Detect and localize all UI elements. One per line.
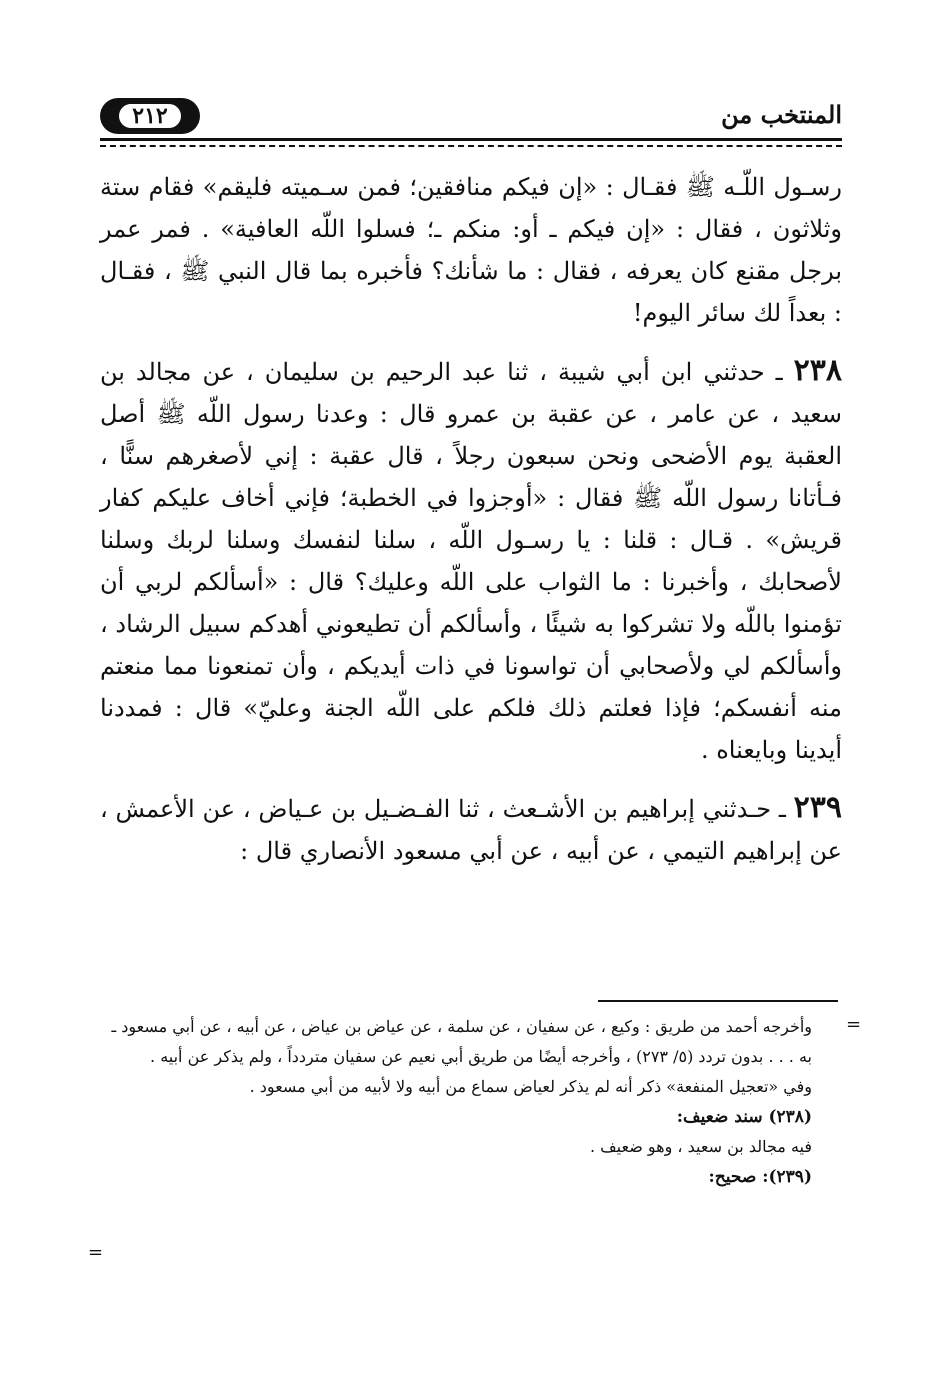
- footnote-2: وفي «تعجيل المنفعة» ذكر أنه لم يذكر لعياض سماع من أبيه ولا لأبيه من أبي مسعود .: [249, 1077, 812, 1096]
- hadith-239: [100, 787, 842, 872]
- footnote-rule: [598, 1000, 838, 1002]
- page-number: ٢١٢: [119, 104, 181, 128]
- running-title: المنتخب من: [721, 100, 842, 129]
- hadith-238: [100, 350, 842, 771]
- hadith-number-238: ٢٣٨: [793, 353, 842, 388]
- footnote-1: وأخرجه أحمد من طريق : وكيع ، عن سفيان ، عن سلمة ، عن عياض بن عياض ، عن أبيه ، عن أبي مسعود ـ به . . . بدون تردد (٥/ ٢٧٣) ، وأخرجه أيضًا من طريق أبي نعيم عن سفيان متردداً ، ولم يذكر عن أبيه .: [111, 1017, 812, 1066]
- page-number-badge: [100, 98, 200, 134]
- header-dashed-rule: [100, 145, 842, 147]
- hadith-text-238: ـ حدثني ابن أبي شيبة ، ثنا عبد الرحيم بن سليمان ، عن مجالد بن سعيد ، عن عامر ، عن عقبة بن عمرو قال : وعدنا رسول اللّه ﷺ أصل العقبة يوم الأضحى ونحن سبعون رجلاً ، قال عقبة : إني لأصغرهم سنًّا ، فـأتانا رسول اللّه ﷺ فقال : «أوجزوا في الخطبة؛ فإني أخاف عليكم كفار قريش» . قـال : قلنا : يا رسـول اللّه ، سلنا لنفسك وسلنا لربك وسلنا لأصحابك ، وأخبرنا : ما الثواب على اللّه وعليك؟ قال : «أسألكم لربي أن تؤمنوا باللّه ولا تشركوا به شيئًا ، وأسألكم أن تطيعوني أهدكم سبيل الرشاد ، وأسألكم لي ولأصحابي أن تواسونا في ذات أيديكم ، وأن تمنعونا مما منعتم منه أنفسكم؛ فإذا فعلتم ذلك فلكم على اللّه الجنة وعليّ» قال : فمددنا أيدينا وبايعناه .: [100, 358, 842, 764]
- page-header: [100, 98, 842, 138]
- footnote-continuation-mark-bottom: =: [88, 1242, 104, 1263]
- grade-239: (٢٣٩): صحيح:: [708, 1167, 812, 1187]
- grade-238: (٢٣٨) سند ضعيف:: [676, 1107, 812, 1127]
- footnote-continuation-mark-top: =: [846, 1014, 862, 1035]
- main-text: [100, 166, 842, 888]
- paragraph-continuation: رسـول اللّـه ﷺ فقـال : «إن فيكم منافقين؛ فمن سـميته فليقم» فقام ستة وثلاثون ، فقال : «إن فيكم ـ أو: منكم ـ؛ فسلوا اللّه العافية» . فمر عمر برجل مقنع كان يعرفه ، فقال : ما شأنك؟ فأخبره بما قال النبي ﷺ ، فقـال : بعداً لك سائر اليوم!: [100, 173, 842, 327]
- header-rule: [100, 138, 842, 141]
- grade-238-note: فيه مجالد بن سعيد ، وهو ضعيف .: [589, 1137, 812, 1156]
- hadith-number-239: ٢٣٩: [793, 790, 842, 825]
- footnotes: [100, 1012, 812, 1192]
- hadith-text-239: ـ حـدثني إبراهيم بن الأشـعث ، ثنا الفـضـيل بن عـياض ، عن الأعمش ، عن إبراهيم التيمي ، عن أبيه ، عن أبي مسعود الأنصاري قال :: [100, 795, 842, 865]
